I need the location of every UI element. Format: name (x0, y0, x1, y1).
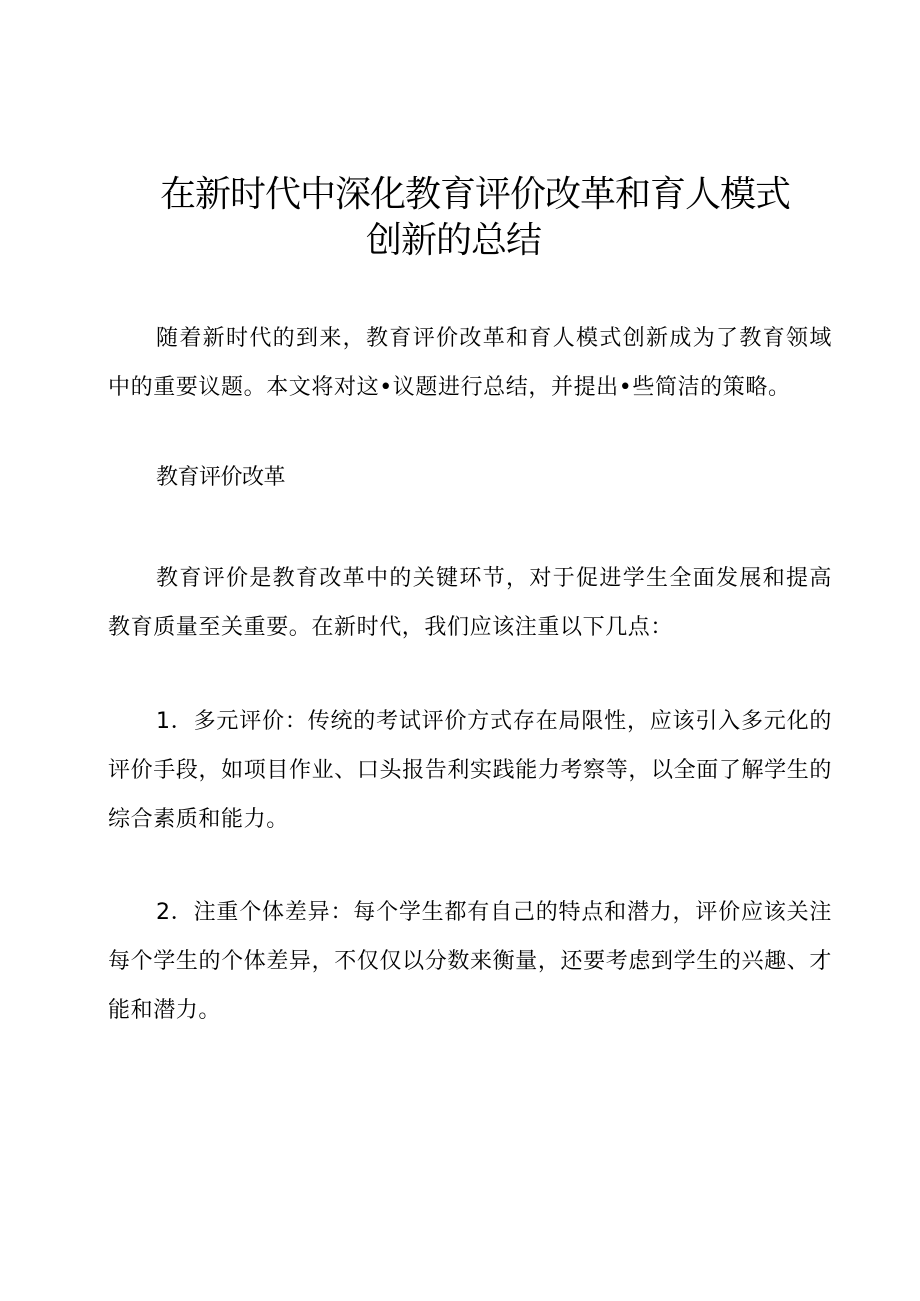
document-title-line-1: 在新时代中深化教育评价改革和育人模式 (159, 174, 790, 215)
section-heading: 教育评价改革 (156, 465, 286, 490)
list-item-1: 1．多元评价：传统的考试评价方式存在局限性，应该引入多元化的评价手段，如项目作业、口头报告利实践能力考察等，以全面了解学生的综合素质和能力。 (108, 709, 832, 832)
section-paragraph: 教育评价是教育改革中的关键环节，对于促进学生全面发展和提高教育质量至关重要。在新时代，我们应该注重以下几点： (108, 566, 832, 640)
list-item-2: 2．注重个体差异：每个学生都有自己的特点和潜力，评价应该关注每个学生的个体差异，不仅仅以分数来衡量，还要考虑到学生的兴趣、才能和潜力。 (108, 900, 832, 1023)
intro-paragraph: 随着新时代的到来，教育评价改革和育人模式创新成为了教育领域中的重要议题。本文将对这•议题进行总结，并提出•些简洁的策略。 (108, 326, 832, 400)
document-title-line-2: 创新的总结 (366, 220, 542, 261)
